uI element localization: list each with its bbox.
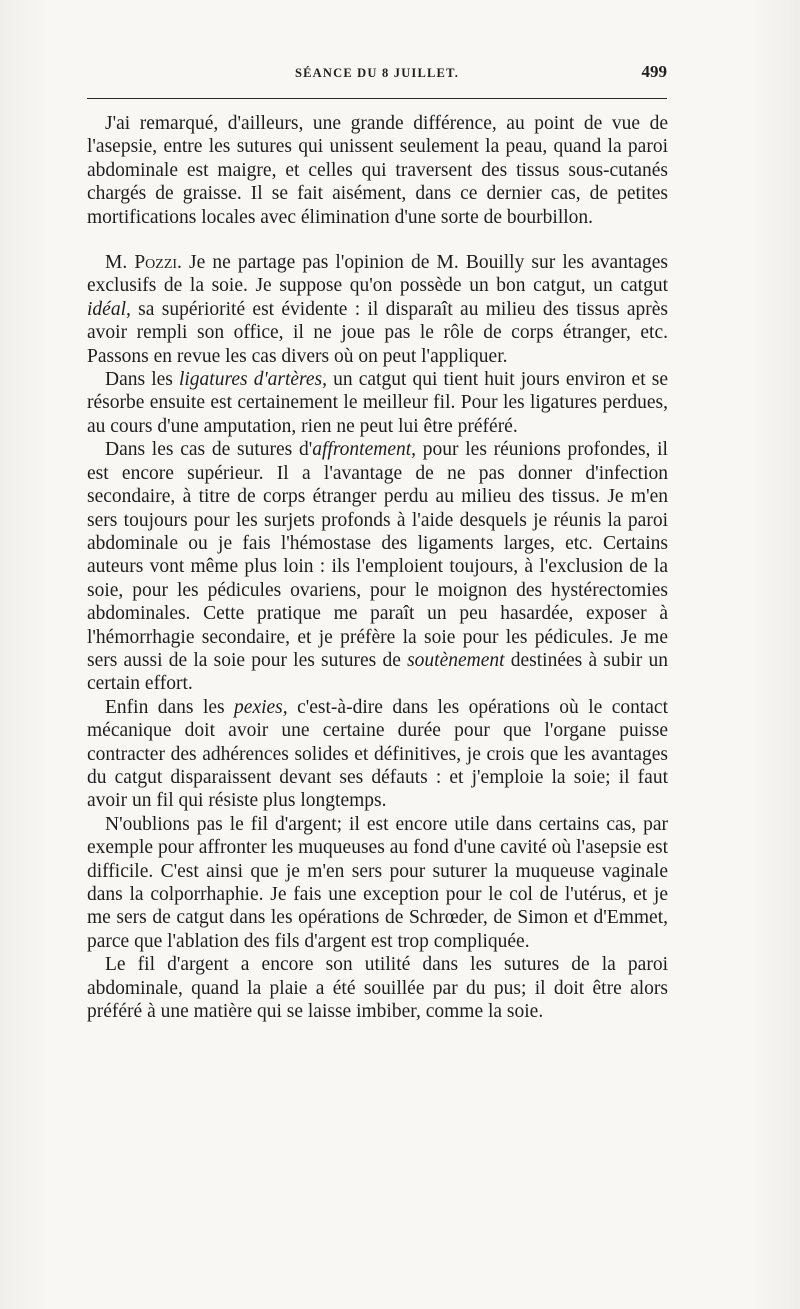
paragraph: [87, 813, 668, 953]
text-run: Dans les: [105, 369, 179, 391]
paragraph: [87, 368, 668, 438]
paragraph: [87, 112, 668, 229]
text-run: N'oublions pas le fil d'argent; il est encore utile dans certains cas, par exemple pour affronter les muqueuses au fond d'une cavité où l'asepsie est difficile. C'est ainsi que je m'en sers pour suturer la muqueuse vaginale dans la colporrhaphie. Je fais une exception pour le col de l'utérus, et je me sers de catgut dans les opérations de Schrœder, de Simon et d'Emmet, parce que l'ablation des fils d'argent est trop compliquée.: [87, 813, 668, 952]
italic-term: idéal,: [87, 298, 131, 320]
page-header: [87, 62, 667, 88]
body-text: [87, 112, 668, 1023]
text-run: un catgut qui tient huit jours environ et se résorbe ensuite est certainement le meilleur fil. Pour les ligatures perdues, au cours d'une amputation, rien ne peut lui être préféré.: [87, 369, 668, 437]
paragraph: [87, 953, 668, 1023]
page-number: 499: [641, 62, 667, 81]
text-run: sa supériorité est évidente : il disparaît au milieu des tissus après avoir rempli son office, il ne joue pas le rôle de corps étranger, etc. Passons en revue les cas divers où on peut l'appliquer.: [87, 298, 668, 367]
italic-term: pexies,: [234, 696, 288, 718]
text-run: c'est-à-dire dans les opérations où le contact mécanique doit avoir une certaine durée pour que l'organe puisse contracter des adhérences solides et définitives, je crois que les avantages du catgut disparaissent devant ses défauts : et j'emploie la soie; il faut avoir un fil qui résiste plus longtemps.: [87, 696, 669, 812]
speaker-name: Pozzi: [134, 252, 178, 274]
italic-term: affrontement,: [312, 439, 417, 461]
text-run: Enfin dans les: [105, 696, 235, 718]
running-head: SÉANCE DU 8 JUILLET.: [294, 66, 460, 80]
paragraph: [87, 251, 668, 368]
text-run: Dans les cas de sutures d': [105, 439, 313, 461]
header-rule: [87, 98, 667, 99]
paragraph: [87, 438, 668, 695]
text-run: pour les réunions profondes, il est encore supérieur. Il a l'avantage de ne pas donner d'infection secondaire, à titre de corps étranger perdu au milieu des tissus. Je m'en sers toujours pour les surjets profonds à l'aide desquels je réunis la paroi abdominale ou je fais l'hémostase des ligaments larges, etc. Certains auteurs vont même plus loin : ils l'emploient toujours, à l'exclusion de la soie, pour les pédicules ovariens, pour le moignon des hystérectomies abdominales. Cette pratique me paraît un peu hasardée, exposer à l'hémorrhagie secondaire, et je préfère la soie pour les pédicules. Je me sers aussi de la soie pour les sutures de: [87, 439, 668, 671]
text-run: . Je ne partage pas l'opinion de M. Bouilly sur les avantages exclusifs de la soie. Je suppose qu'on possède un bon catgut, un catgut: [87, 252, 668, 297]
text-run: destinées à subir un certain effort.: [87, 649, 668, 695]
italic-term: soutènement: [407, 649, 505, 671]
paragraph: [87, 696, 668, 813]
text-run: Le fil d'argent a encore son utilité dans les sutures de la paroi abdominale, quand la plaie a été souillée par du pus; il doit être alors préféré à une matière qui se laisse imbiber, comme la soie.: [87, 954, 668, 1023]
text-run: J'ai remarqué, d'ailleurs, une grande différence, au point de vue de l'asepsie, entre les sutures qui unissent seulement la peau, quand la paroi abdominale est maigre, et celles qui traversent des tissus sous-cutanés chargés de graisse. Il se fait aisément, dans ce dernier cas, de petites mortifications locales avec élimination d'une sorte de bourbillon.: [87, 113, 668, 228]
italic-term: ligatures d'artères,: [178, 369, 328, 391]
text-run: M.: [105, 252, 135, 274]
